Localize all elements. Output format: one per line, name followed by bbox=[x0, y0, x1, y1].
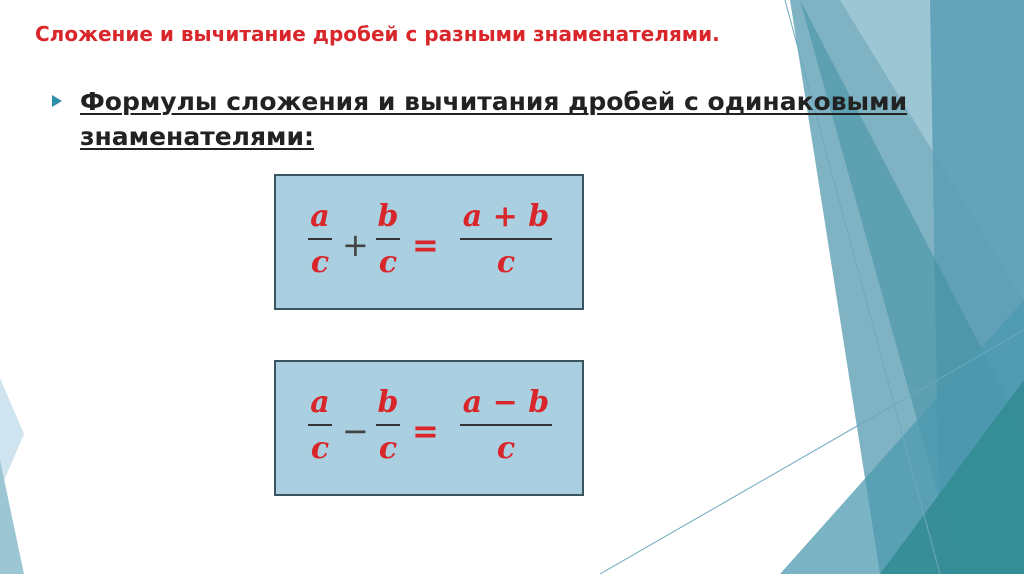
fraction-denominator: c bbox=[310, 245, 330, 280]
fraction-numerator: a + b bbox=[462, 199, 550, 234]
addition-left-fraction bbox=[306, 200, 334, 280]
equals-sign: = bbox=[412, 412, 439, 450]
addition-formula bbox=[276, 176, 582, 308]
plus-operator: + bbox=[342, 226, 369, 264]
fraction-denominator: c bbox=[310, 431, 330, 466]
fraction-bar bbox=[308, 424, 332, 426]
equals-sign: = bbox=[412, 226, 439, 264]
bullet-text: Формулы сложения и вычитания дробей с одинаковыми знаменателями: bbox=[80, 87, 908, 151]
bg-shape-left-dark bbox=[0, 460, 24, 574]
fraction-denominator: c bbox=[496, 245, 516, 280]
addition-formula-box bbox=[274, 174, 584, 310]
slide-title: Сложение и вычитание дробей с разными знаменателями. bbox=[35, 22, 720, 46]
fraction-bar bbox=[376, 424, 400, 426]
bg-shape-left-light bbox=[0, 378, 24, 490]
fraction-numerator: b bbox=[377, 385, 399, 420]
fraction-numerator: a bbox=[310, 385, 330, 420]
subtraction-right-fraction bbox=[374, 386, 402, 466]
bullet-arrow-icon bbox=[52, 95, 62, 107]
fraction-numerator: b bbox=[377, 199, 399, 234]
addition-right-fraction bbox=[374, 200, 402, 280]
subtraction-result-fraction bbox=[458, 386, 554, 466]
fraction-bar bbox=[376, 238, 400, 240]
fraction-bar bbox=[460, 238, 552, 240]
fraction-denominator: c bbox=[496, 431, 516, 466]
fraction-denominator: c bbox=[378, 431, 398, 466]
subtraction-left-fraction bbox=[306, 386, 334, 466]
subtraction-formula-box bbox=[274, 360, 584, 496]
fraction-bar bbox=[460, 424, 552, 426]
subtraction-formula bbox=[276, 362, 582, 494]
minus-operator: − bbox=[342, 412, 369, 450]
fraction-denominator: c bbox=[378, 245, 398, 280]
addition-result-fraction bbox=[458, 200, 554, 280]
fraction-numerator: a bbox=[310, 199, 330, 234]
fraction-numerator: a − b bbox=[462, 385, 550, 420]
fraction-bar bbox=[308, 238, 332, 240]
